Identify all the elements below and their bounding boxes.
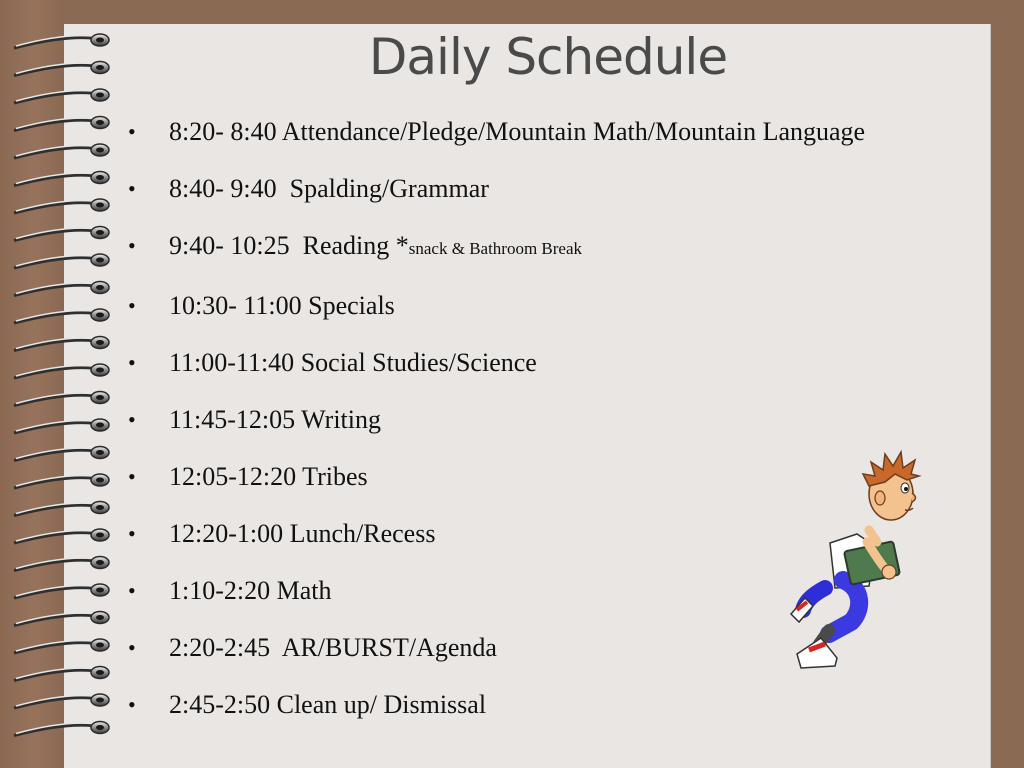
spiral-hole-center: [96, 560, 104, 565]
spiral-hole-center: [96, 258, 104, 263]
spiral-hole-center: [96, 588, 104, 593]
schedule-activity: Math: [276, 576, 332, 605]
spiral-hole-center: [96, 533, 104, 538]
spiral-hole-center: [96, 148, 104, 153]
schedule-activity: AR/BURST/Agenda: [281, 633, 497, 662]
spiral-hole-center: [96, 285, 104, 290]
schedule-item: [124, 282, 904, 330]
page-title: Daily Schedule: [368, 28, 728, 86]
spiral-hole-center: [96, 423, 104, 428]
schedule-time: 9:40- 10:25: [169, 231, 290, 260]
schedule-activity: Tribes: [302, 462, 368, 491]
schedule-time: 1:10-2:20: [169, 576, 271, 605]
schedule-activity: Lunch/Recess: [289, 519, 436, 548]
schedule-note: snack & Bathroom Break: [408, 239, 583, 258]
spiral-hole-center: [96, 643, 104, 648]
spiral-binding-icon: [8, 26, 118, 746]
schedule-item: [124, 339, 904, 387]
spiral-hole-center: [96, 368, 104, 373]
schedule-activity: Attendance/Pledge/Mountain Math/Mountain Language: [281, 117, 866, 146]
schedule-time: 2:20-2:45: [169, 633, 271, 662]
schedule-item: [124, 108, 904, 156]
spiral-hole-center: [96, 395, 104, 400]
schedule-time: 10:30- 11:00: [169, 291, 302, 320]
schedule-activity: Social Studies/Science: [300, 348, 537, 377]
schedule-time: 12:20-1:00: [169, 519, 284, 548]
schedule-time: 12:05-12:20: [169, 462, 297, 491]
spiral-hole-center: [96, 93, 104, 98]
spiral-hole-center: [96, 120, 104, 125]
spiral-hole-center: [96, 230, 104, 235]
schedule-activity: Reading *: [302, 231, 409, 260]
schedule-item: [124, 222, 904, 273]
schedule-item: [124, 396, 904, 444]
spiral-hole-center: [96, 313, 104, 318]
spiral-hole-center: [96, 478, 104, 483]
spiral-hole-center: [96, 505, 104, 510]
spiral-hole-center: [96, 615, 104, 620]
schedule-item: [124, 681, 904, 729]
spiral-hole-center: [96, 203, 104, 208]
schedule-activity: Writing: [301, 405, 381, 434]
schedule-item: [124, 165, 904, 213]
spiral-hole-center: [96, 670, 104, 675]
schedule-time: 11:00-11:40: [169, 348, 295, 377]
schedule-time: 8:40- 9:40: [169, 174, 277, 203]
spiral-hole-center: [96, 725, 104, 730]
running-boy-with-book-icon: [785, 438, 925, 678]
spiral-hole-center: [96, 340, 104, 345]
spiral-hole-center: [96, 698, 104, 703]
schedule-time: 11:45-12:05: [169, 405, 296, 434]
schedule-time: 2:45-2:50: [169, 690, 271, 719]
spiral-hole-center: [96, 450, 104, 455]
spiral-hole-center: [96, 175, 104, 180]
schedule-time: 8:20- 8:40: [169, 117, 277, 146]
schedule-activity: Specials: [308, 291, 395, 320]
schedule-activity: Spalding/Grammar: [289, 174, 489, 203]
schedule-activity: Clean up/ Dismissal: [276, 690, 487, 719]
